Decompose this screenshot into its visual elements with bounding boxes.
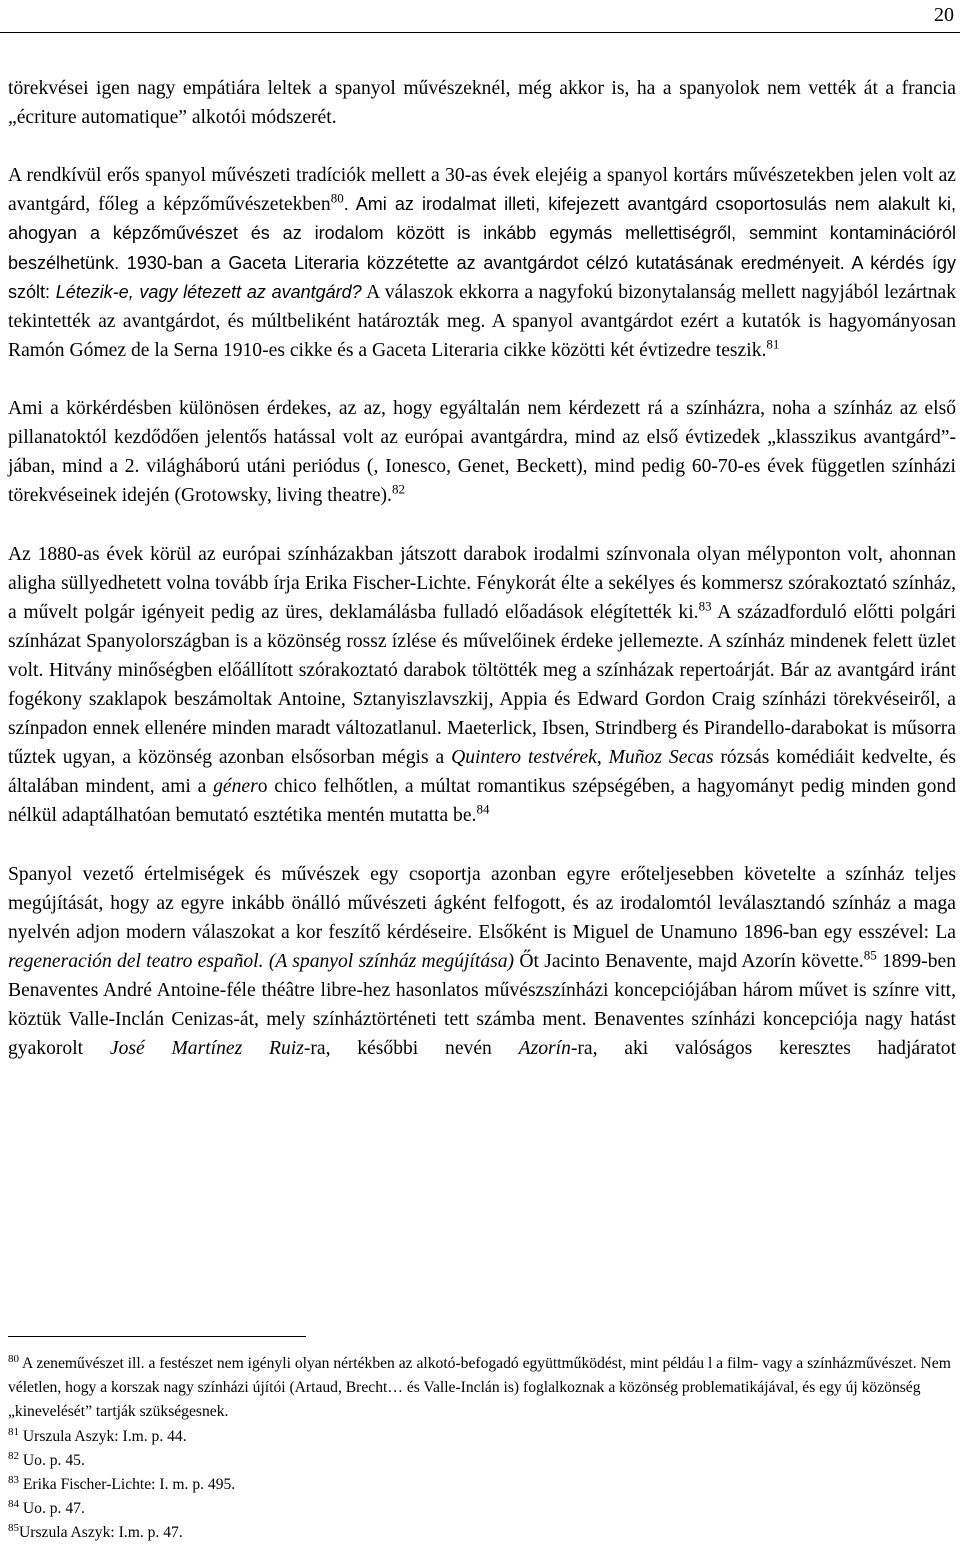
p2-text-c: A válaszok ekkorra a nagyfokú bizonytalanság mellett nagyjából lezártnak tekintették az avantgárdot, és múltbeliként határozták meg. A spanyol avantgárdot ezért a kutatók is hagyományosan Ramón Gómez de la Serna 1910-es cikke és a Gaceta Literaria cikke közötti két évtizedre teszik. bbox=[8, 281, 956, 361]
footnote-82 bbox=[8, 1449, 953, 1473]
paragraph-5 bbox=[8, 860, 956, 1064]
p1-text: törekvései igen nagy empátiára leltek a spanyol művészeknél, még akkor is, ha a spanyolok nem vették át a francia „écriture automatique” alkotói módszerét. bbox=[8, 78, 956, 129]
footnote-80 bbox=[8, 1352, 953, 1425]
footnote-text: A zeneművészet ill. a festészet nem igényli olyan nértékben az alkotó-befogadó együttműködést, mint példáu l a film- vagy a színházművészet. Nem véletlen, hogy a korszak nagy színházi újítói (Artaud, Brecht… és Valle-Inclán is) foglalkoznak a közönség problematikájával, és egy új közönség „kinevelését” tartják szükségesnek. bbox=[8, 1355, 951, 1421]
p4-italic-genero: géner bbox=[213, 776, 258, 798]
footnote-number: 85 bbox=[8, 1522, 19, 1535]
footnote-number: 84 bbox=[8, 1498, 19, 1511]
p5-text-d: -ra, későbbi nevén bbox=[303, 1038, 519, 1060]
body-text bbox=[8, 74, 956, 1063]
p2-italic-question: Létezik-e, vagy létezett az avantgárd? bbox=[55, 281, 362, 302]
footnote-number: 82 bbox=[8, 1449, 19, 1462]
footnote-number: 83 bbox=[8, 1473, 19, 1486]
p4-text-e: o chico felhőtlen, a múltat romantikus szépségében, a hagyományt pedig minden gond nélkül adaptálhatóan bemutató esztétika mentén mutatta be. bbox=[8, 776, 956, 827]
p4-text-a: Az 1880-as évek körül az európai színházakban játszott darabok irodalmi színvonala olyan mélyponton volt, ahonnan aligha süllyedhetett volna tovább írja Erika Fischer-Lichte. Fénykorát élte a sekélyes és kommersz szórakoztató színház, a művelt polgár igényeit pedig az üres, deklamálásba fulladó előadások elégítették ki. bbox=[8, 543, 956, 623]
footnote-85 bbox=[8, 1521, 953, 1545]
paragraph-1 bbox=[8, 74, 956, 132]
p2-text-b: . Ami az irodalmat illeti, kifejezett avantgárd csoportosulás nem alakult ki, ahogyan a képzőművészet és az irodalom között is inkább egymás mellettiségről, semmint kontaminációról beszélhetünk. 1930-ban a Gaceta Literaria közzétette az avantgárdot célzó kutatásának eredményeit. A kérdés így szólt: bbox=[8, 194, 957, 302]
p2-text-a: A rendkívül erős spanyol művészeti tradíciók mellett a 30-as évek elejéig a spanyol kortárs művészetekben jelen volt az avantgárd, főleg a képzőművészetekben bbox=[8, 165, 956, 216]
p4-italic-quintero: Quintero testvérek bbox=[451, 747, 597, 769]
footnote-ref-84[interactable]: 84 bbox=[476, 801, 490, 817]
footnote-ref-81[interactable]: 81 bbox=[766, 336, 780, 352]
footnote-text: Urszula Aszyk: I.m. p. 44. bbox=[19, 1427, 187, 1445]
footnote-separator bbox=[8, 1336, 306, 1337]
footnote-number: 81 bbox=[8, 1425, 19, 1438]
footnote-text: Urszula Aszyk: I.m. p. 47. bbox=[19, 1524, 183, 1542]
footnote-text: Uo. p. 47. bbox=[19, 1500, 85, 1518]
footnote-text: Erika Fischer-Lichte: I. m. p. 495. bbox=[19, 1476, 236, 1494]
footnote-ref-82[interactable]: 82 bbox=[391, 481, 405, 497]
footnote-83 bbox=[8, 1473, 953, 1497]
p5-italic-regeneracion: regeneración del teatro español. (A spanyol színház megújítása) bbox=[8, 950, 515, 972]
footnote-ref-85[interactable]: 85 bbox=[863, 947, 877, 963]
p5-text-e: -ra, aki valóságos keresztes hadjáratot bbox=[570, 1038, 957, 1060]
p3-text: Ami a körkérdésben különösen érdekes, az az, hogy egyáltalán nem kérdezett rá a színházra, noha a színház az első pillanatoktól kezdődően jelentős hatással volt az európai avantgárdra, mind az első évtizedek „klasszikus avantgárd”-jában, mind a 2. világháború utáni periódus (, Ionesco, Genet, Beckett), mind pedig 60-70-es évek független színházi törekvéseinek idején (Grotowsky, living theatre). bbox=[8, 398, 956, 507]
header-rule bbox=[0, 32, 960, 33]
p5-text-c: 1899-ben Benaventes André Antoine-féle théâtre libre-hez hasonlatos művészszínházi koncepciójában három művet is színre vitt, köztük Valle-Inclán Cenizas-át, mely színháztörténeti tett számba ment. Benaventes színházi koncepciója nagy hatást gyakorolt bbox=[8, 950, 956, 1060]
footnote-number: 80 bbox=[8, 1352, 19, 1365]
footnote-84 bbox=[8, 1497, 953, 1521]
p4-text-b: A századforduló előtti polgári színházat Spanyolországban is a közönség rossz ízlése és művelőinek érdeke jellemezte. A színház mindenek felett üzlet volt. Hitvány minőségben előállított szórakoztató darabok töltötték meg a színházak repertoárját. Bár az avantgárd iránt fogékony szaklapok beszámoltak Antoine, Sztanyiszlavszkij, Appia és Edward Gordon Craig színházi törekvéseiről, a színpadon ennek ellenére minden maradt változatlanul. Maeterlick, Ibsen, Strindberg és Pirandello-darabokat is műsorra tűztek ugyan, a közönség azonban elsősorban mégis a bbox=[8, 601, 956, 769]
footnote-ref-83[interactable]: 83 bbox=[698, 598, 712, 614]
p4-italic-munoz: Muñoz Secas bbox=[608, 747, 714, 769]
paragraph-2 bbox=[8, 161, 956, 365]
p5-text-a: Spanyol vezető értelmiségek és művészek egy csoportja azonban egyre erőteljesebben követelte a színház teljes megújítását, hogy az egyre inkább önálló művészeti ágként felfogott, és az irodalomtól leválasztandó színház a maga nyelvén adjon modern válaszokat a kor feszítő kérdéseire. Elsőként is Miguel de Unamuno 1896-ban egy esszével: La bbox=[8, 863, 956, 943]
p4-text-d: rózsás komédiáit kedvelte, és általában mindent, ami a bbox=[8, 747, 956, 798]
paragraph-4 bbox=[8, 540, 956, 831]
footnote-81 bbox=[8, 1425, 953, 1449]
footnote-ref-80[interactable]: 80 bbox=[330, 190, 344, 206]
paragraph-3 bbox=[8, 394, 956, 510]
p5-italic-jose: José Martínez Ruiz bbox=[109, 1038, 304, 1060]
footnotes bbox=[8, 1352, 953, 1546]
p4-text-c: , bbox=[596, 747, 609, 769]
p5-text-b: Őt Jacinto Benavente, majd Azorín követte. bbox=[514, 950, 864, 972]
p5-italic-azorin: Azorín bbox=[518, 1038, 571, 1060]
page-number: 20 bbox=[934, 4, 954, 26]
footnote-text: Uo. p. 45. bbox=[19, 1451, 85, 1469]
